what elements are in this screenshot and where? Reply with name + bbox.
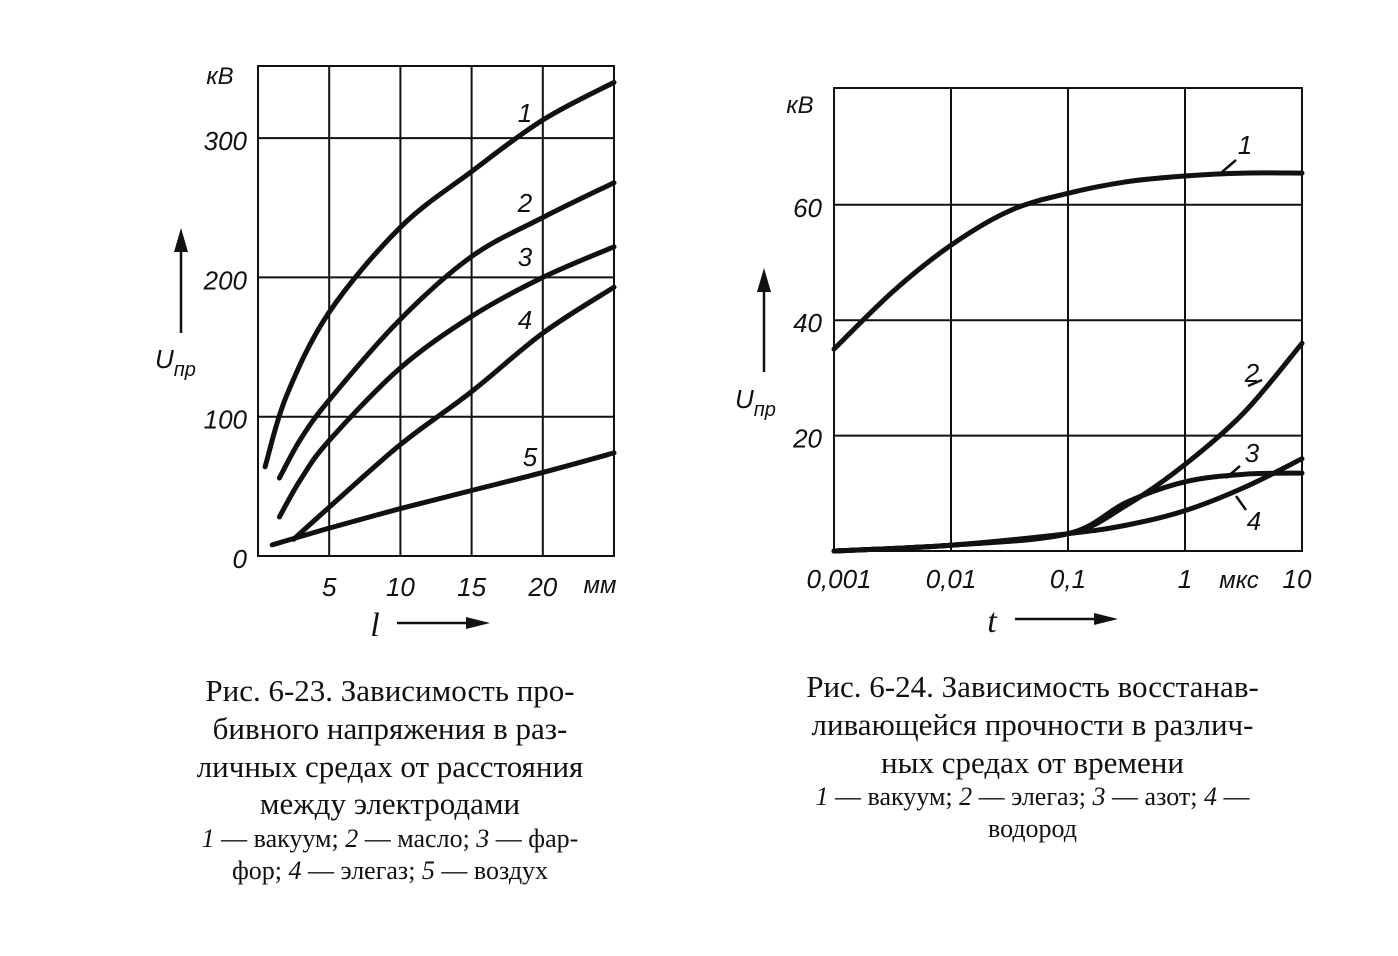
y-axis-label: $U_{пр}$ [155,344,196,381]
x-tick-label: 0,01 [925,564,977,594]
series-3-label: 3 [517,242,533,272]
series-2-label: 2 [517,188,533,218]
series-1-line [265,82,614,466]
x-tick-label: 10 [1282,564,1312,594]
y-axis-label: $U_{пр}$ [735,384,776,421]
legend-number: 2 [345,824,359,854]
y-tick-label: 40 [793,308,822,339]
y-tick-label: 200 [203,265,247,296]
legend-number: 4 [1203,782,1217,812]
x-tick-label: 10 [385,572,415,602]
caption-title: Рис. 6-23. Зависимость про- бивного напряжения в раз- личных средах от расстояния между электродами [196,673,584,822]
series-2-label: 2 [1244,358,1260,388]
legend-text: — вакуум; [828,782,960,812]
series-5-line [272,453,614,545]
legend-text: — элегаз; [972,782,1093,812]
x-unit-label: мм [583,572,617,599]
chart-breakdown-voltage [155,63,616,644]
y-axis-arrowhead [174,228,188,252]
x-tick-label: 20 [528,572,558,602]
plot-frame [258,66,614,556]
series-4-leader [1236,496,1246,510]
legend-number: 2 [959,782,973,812]
series-5-label: 5 [522,442,538,472]
caption-legend [715,781,1350,844]
legend-text: — фар- фор; [231,824,579,885]
y-axis-subscript: пр [753,399,776,421]
y-tick-label: 60 [793,192,822,223]
y-tick-label: 20 [793,423,822,454]
legend-text: — вакуум; [214,824,346,854]
legend-text: — азот; [1105,782,1204,812]
y-tick-label: 300 [203,126,247,157]
series-1-leader [1222,160,1236,172]
figure-caption-6-23 [130,672,650,887]
x-tick-label: 15 [457,572,487,602]
y-tick-label: 0 [232,544,247,574]
legend-text: — элегаз; [301,855,422,885]
series-1-label: 1 [1237,130,1253,160]
legend-text: — водород [987,782,1250,844]
x-unit-label: мкс [1219,567,1259,594]
caption-title: Рис. 6-24. Зависимость восстанав- ливающейся прочности в различ- ных средах от времени [806,669,1259,780]
legend-number: 5 [421,855,435,885]
x-axis-arrowhead [466,617,490,629]
legend-number: 1 [815,782,829,812]
y-unit-label: кВ [786,92,814,119]
y-axis-arrowhead [757,268,771,292]
series-4-label: 4 [1246,506,1262,536]
x-tick-label: 0,1 [1049,564,1087,594]
y-unit-label: кВ [206,63,234,90]
x-tick-label: 0,001 [806,564,872,594]
y-axis-subscript: пр [173,359,196,381]
legend-text: — воздух [434,855,549,885]
x-axis-label: l [370,607,380,644]
x-tick-label: 5 [321,572,337,602]
chart-recovery-strength [735,88,1312,640]
x-tick-label: 1 [1177,564,1193,594]
figure-caption-6-24 [715,668,1350,845]
y-tick-label: 100 [203,404,247,435]
x-axis-arrowhead [1094,613,1118,625]
legend-number: 1 [201,824,215,854]
legend-number: 3 [476,824,490,854]
legend-number: 4 [288,855,302,885]
series-1-label: 1 [517,98,533,128]
x-axis-label: t [987,603,997,640]
caption-legend [130,823,650,886]
legend-text: — масло; [358,824,477,854]
legend-number: 3 [1092,782,1106,812]
series-3-label: 3 [1244,438,1260,468]
series-4-label: 4 [517,305,533,335]
